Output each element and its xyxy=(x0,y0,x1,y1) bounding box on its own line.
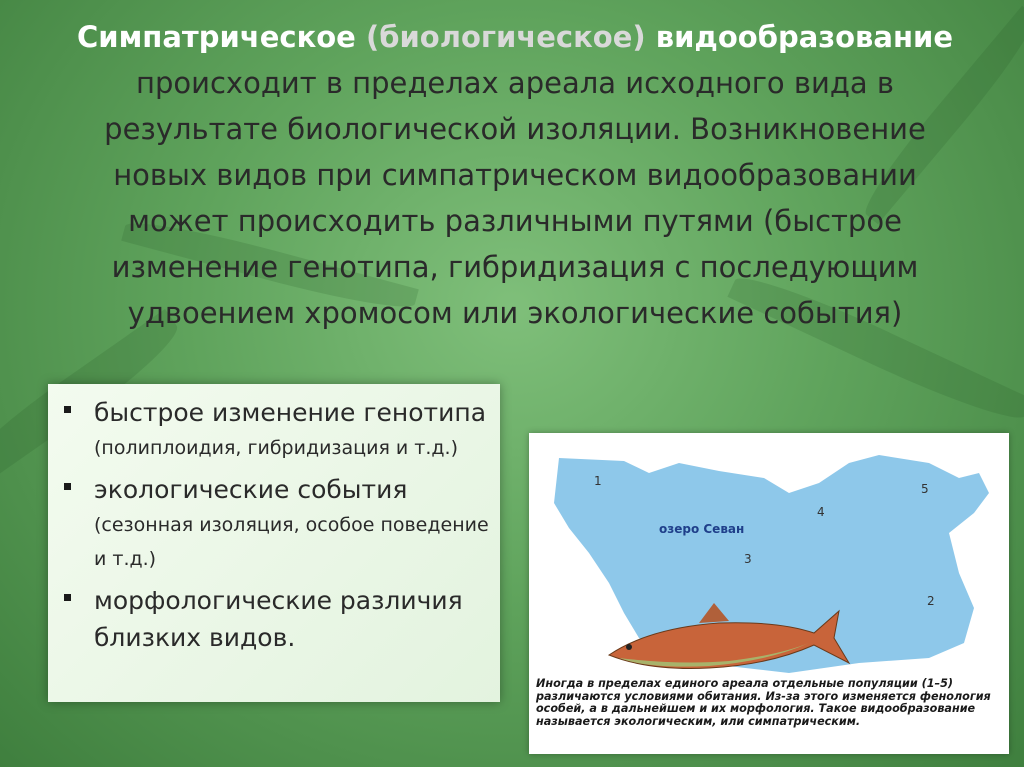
bullet-square-icon xyxy=(64,594,71,601)
area-number: 4 xyxy=(817,505,825,519)
list-item-main: морфологические различия близких видов. xyxy=(94,586,463,652)
bullet-box xyxy=(48,384,500,702)
figure-caption: Иногда в пределах единого ареала отдельные популяции (1–5) различаются условиями обитания. Из-за этого изменяется фенология особей, а в дальнейшем и их морфология. Такое видообразование называется экологическим, или симпатрическим. xyxy=(536,677,991,728)
page-title xyxy=(60,14,970,336)
lake-label: озеро Севан xyxy=(659,522,745,536)
area-number: 2 xyxy=(927,594,935,608)
title-part2: (биологическое) xyxy=(365,20,646,54)
list-item xyxy=(64,471,492,576)
title-part3: видообразование xyxy=(655,20,953,54)
list-item-sub: (полиплоидия, гибридизация и т.д.) xyxy=(94,437,459,459)
list-item-main: быстрое изменение генотипа xyxy=(94,398,487,427)
title-part1: Симпатрическое xyxy=(77,20,356,54)
bullet-square-icon xyxy=(64,483,71,490)
area-number: 5 xyxy=(921,482,929,496)
list-item-sub: (сезонная изоляция, особое поведение и т.д.) xyxy=(94,514,489,570)
list-item xyxy=(64,582,492,656)
area-number: 1 xyxy=(594,474,602,488)
area-number: 3 xyxy=(744,552,752,566)
list-item xyxy=(64,394,492,465)
title-rest: происходит в пределах ареала исходного вида в результате биологической изоляции. Возникновение новых видов при симпатрическом видообразовании может происходить различными путями (быстрое изменение генотипа, гибридизация с последующим удвоением хромосом или экологические события) xyxy=(104,66,926,330)
bullet-square-icon xyxy=(64,406,71,413)
list-item-main: экологические события xyxy=(94,475,408,504)
